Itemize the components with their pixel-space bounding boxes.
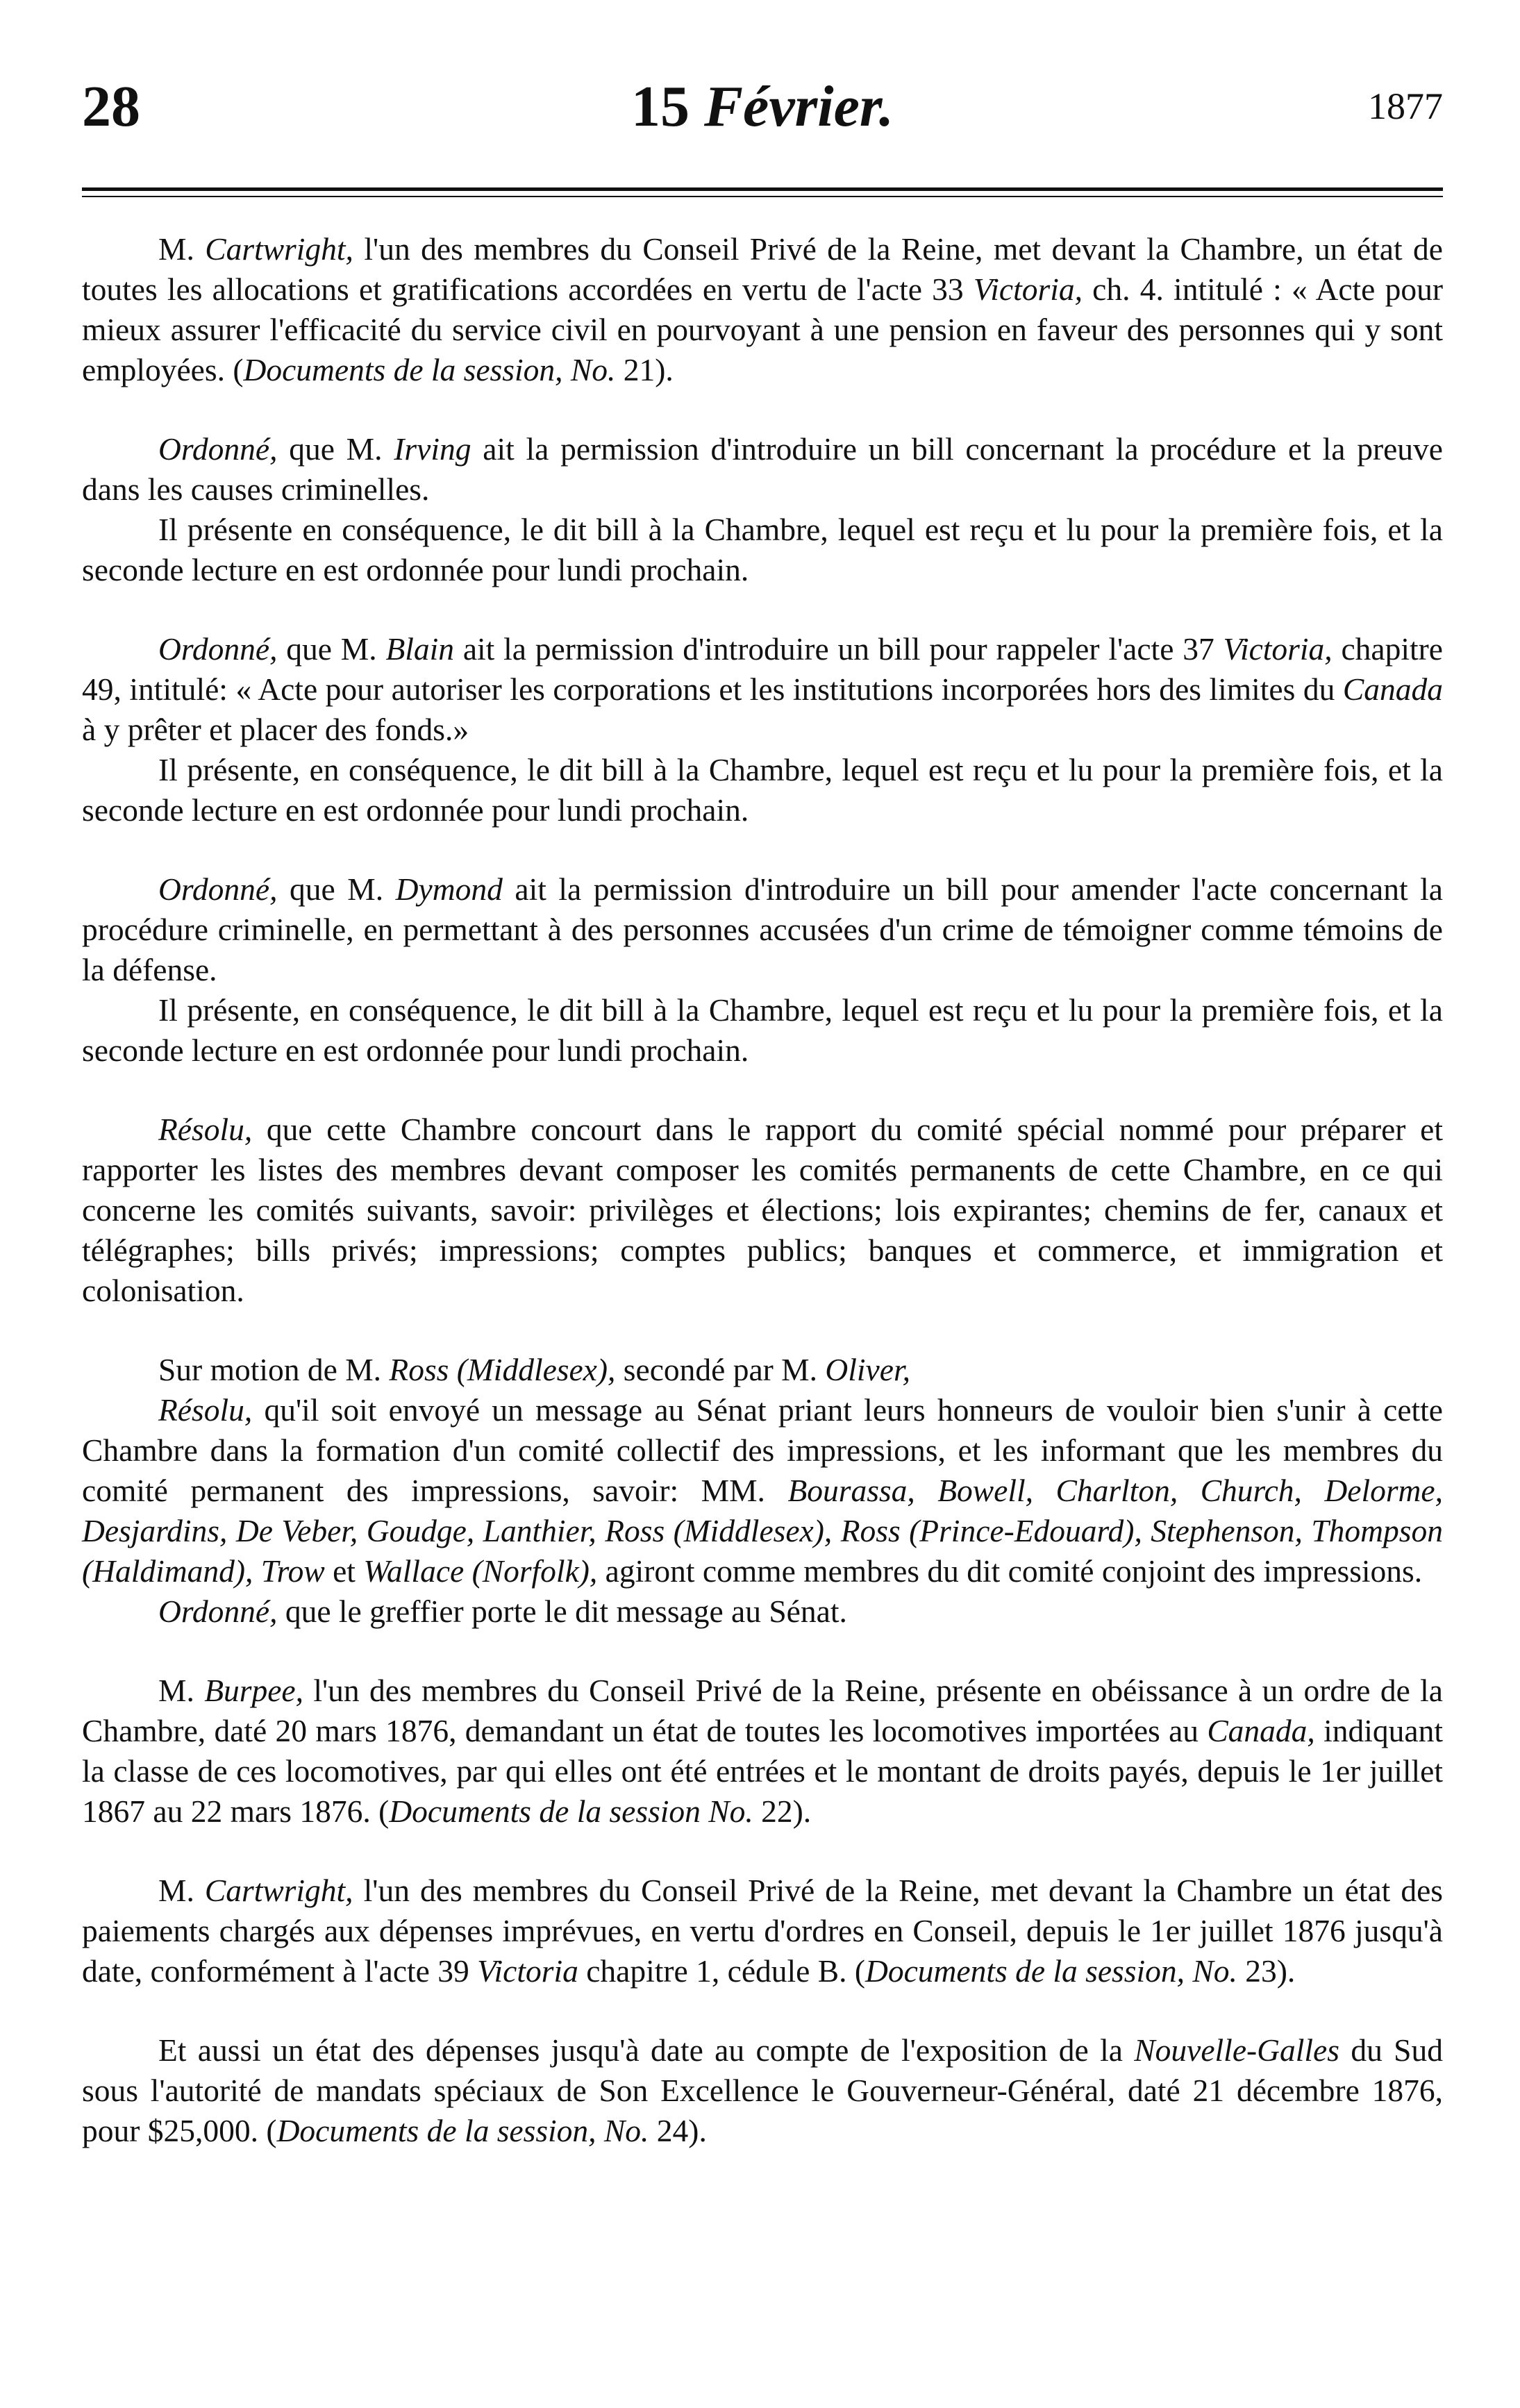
paragraph: M. Cartwright, l'un des membres du Conseil Privé de la Reine, met devant la Chambre un état des paiements chargés aux dépenses imprévues, en vertu d'ordres en Conseil, depuis le 1er juillet 1876 jusqu'à date, conformément à l'acte 39 Victoria chapitre 1, cédule B. (Documents de la session, No. 23). bbox=[82, 1873, 1443, 1989]
place-name: Canada bbox=[1342, 671, 1443, 707]
page-number: 28 bbox=[82, 74, 140, 139]
document-reference: Documents de la session No. bbox=[389, 1794, 753, 1829]
entry-burpee-locomotives bbox=[82, 1671, 1443, 1832]
date-month: Février. bbox=[704, 74, 894, 139]
entry-blain-bill bbox=[82, 629, 1443, 830]
document-reference: Documents de la session, No. bbox=[276, 2113, 649, 2148]
entry-cartwright-payments bbox=[82, 1871, 1443, 1991]
entry-committees-resolution bbox=[82, 1110, 1443, 1311]
member-name: Dymond bbox=[395, 871, 503, 907]
paragraph: Et aussi un état des dépenses jusqu'à date au compte de l'exposition de la Nouvelle-Galles du Sud sous l'autorité de mandats spéciaux de Son Excellence le Gouverneur-Général, daté 21 décembre 1876, pour $25,000. (Documents de la session, No. 24). bbox=[82, 2032, 1443, 2148]
act-reference: Victoria, bbox=[973, 271, 1083, 307]
act-reference: Victoria bbox=[477, 1953, 578, 1989]
paragraph: Ordonné, que M. Dymond ait la permission d'introduire un bill pour amender l'acte concernant la procédure criminelle, en permettant à des personnes accusées d'un crime de témoigner comme témoins de la défense. bbox=[82, 871, 1443, 987]
member-name: Wallace (Norfolk), bbox=[363, 1553, 598, 1589]
paragraph: Sur motion de M. Ross (Middlesex), secondé par M. Oliver, bbox=[158, 1352, 910, 1387]
paragraph: M. Cartwright, l'un des membres du Conseil Privé de la Reine, met devant la Chambre, un état de toutes les allocations et gratifications accordées en vertu de l'acte 33 Victoria, ch. 4. intitulé : « Acte pour mieux assurer l'efficacité du service civil en pourvoyant à une pension en faveur des personnes qui y sont employées. (Documents de la session, No. 21). bbox=[82, 231, 1443, 387]
paragraph: Il présente, en conséquence, le dit bill à la Chambre, lequel est reçu et lu pour la première fois, et la seconde lecture en est ordonnée pour lundi prochain. bbox=[82, 992, 1443, 1068]
page-year: 1877 bbox=[1368, 85, 1443, 127]
act-reference: Victoria, bbox=[1223, 631, 1333, 667]
journal-page bbox=[82, 0, 1443, 2408]
ordonne-label: Ordonné, bbox=[158, 871, 278, 907]
paragraph: Ordonné, que M. Irving ait la permission d'introduire un bill concernant la procédure et la preuve dans les causes criminelles. bbox=[82, 431, 1443, 507]
entry-irving-bill bbox=[82, 429, 1443, 590]
header-rule-thin bbox=[82, 196, 1443, 197]
page-date bbox=[82, 74, 1443, 139]
paragraph: Il présente, en conséquence, le dit bill à la Chambre, lequel est reçu et lu pour la première fois, et la seconde lecture en est ordonnée pour lundi prochain. bbox=[82, 752, 1443, 828]
entry-exposition-expenses bbox=[82, 2030, 1443, 2151]
paragraph: Résolu, qu'il soit envoyé un message au Sénat priant leurs honneurs de vouloir bien s'unir à cette Chambre dans la formation d'un comité collectif des impressions, et les informant que les membres du comité permanent des impressions, savoir: MM. Bourassa, Bowell, Charlton, Church, Delorme, Desjardins, De Veber, Goudge, Lanthier, Ross (Middlesex), Ross (Prince-Edouard), Stephenson, Thompson (Haldimand), Trow et Wallace (Norfolk), agiront comme membres du dit comité conjoint des impressions. bbox=[82, 1392, 1443, 1589]
member-name: Irving bbox=[394, 431, 471, 467]
document-reference: Documents de la session, No. bbox=[243, 352, 616, 387]
entry-dymond-bill bbox=[82, 869, 1443, 1071]
proceedings-text bbox=[82, 229, 1443, 2190]
place-name: Nouvelle-Galles bbox=[1134, 2032, 1339, 2068]
member-name: Cartwright, bbox=[204, 1873, 353, 1908]
ordonne-label: Ordonné, bbox=[158, 431, 278, 467]
member-names-list: Bourassa, Bowell, Charlton, Church, Delorme, Desjardins, De Veber, Goudge, Lanthier, Ross (Middlesex), Ross (Prince-Edouard), Stephenson, Thompson (Haldimand), Trow bbox=[82, 1473, 1443, 1589]
header-rule-thick bbox=[82, 187, 1443, 191]
member-name: Blain bbox=[385, 631, 455, 667]
ordonne-label: Ordonné, bbox=[158, 1594, 278, 1629]
place-name: Canada, bbox=[1207, 1713, 1315, 1748]
paragraph: Ordonné, que M. Blain ait la permission d'introduire un bill pour rappeler l'acte 37 Victoria, chapitre 49, intitulé: « Acte pour autoriser les corporations et les institutions incorporées hors des limites du Canada à y prêter et placer des fonds.» bbox=[82, 631, 1443, 747]
member-name: Cartwright, bbox=[205, 231, 353, 267]
member-name: Burpee, bbox=[204, 1673, 303, 1708]
page-header bbox=[82, 74, 1443, 154]
resolu-label: Résolu, bbox=[158, 1392, 253, 1428]
paragraph: Ordonné, que le greffier porte le dit message au Sénat. bbox=[158, 1594, 847, 1629]
member-name: Ross (Middlesex), bbox=[389, 1352, 616, 1387]
paragraph: M. Burpee, l'un des membres du Conseil Privé de la Reine, présente en obéissance à un ordre de la Chambre, daté 20 mars 1876, demandant un état de toutes les locomotives importées au Canada, indiquant la classe de ces locomotives, par qui elles ont été entrées et le montant de droits payés, depuis le 1er juillet 1867 au 22 mars 1876. (Documents de la session No. 22). bbox=[82, 1673, 1443, 1829]
date-day: 15 bbox=[631, 74, 690, 139]
entry-cartwright-pensions bbox=[82, 229, 1443, 390]
entry-senate-message bbox=[82, 1350, 1443, 1632]
ordonne-label: Ordonné, bbox=[158, 631, 278, 667]
paragraph: Résolu, que cette Chambre concourt dans le rapport du comité spécial nommé pour préparer et rapporter les listes des membres devant composer les comités permanents de cette Chambre, en ce qui concerne les comités suivants, savoir: privilèges et élections; lois expirantes; chemins de fer, canaux et télégraphes; bills privés; impressions; comptes publics; banques et commerce, et immigration et colonisation. bbox=[82, 1112, 1443, 1308]
document-reference: Documents de la session, No. bbox=[865, 1953, 1237, 1989]
resolu-label: Résolu, bbox=[158, 1112, 253, 1147]
paragraph: Il présente en conséquence, le dit bill à la Chambre, lequel est reçu et lu pour la première fois, et la seconde lecture en est ordonnée pour lundi prochain. bbox=[82, 512, 1443, 587]
member-name: Oliver, bbox=[825, 1352, 910, 1387]
